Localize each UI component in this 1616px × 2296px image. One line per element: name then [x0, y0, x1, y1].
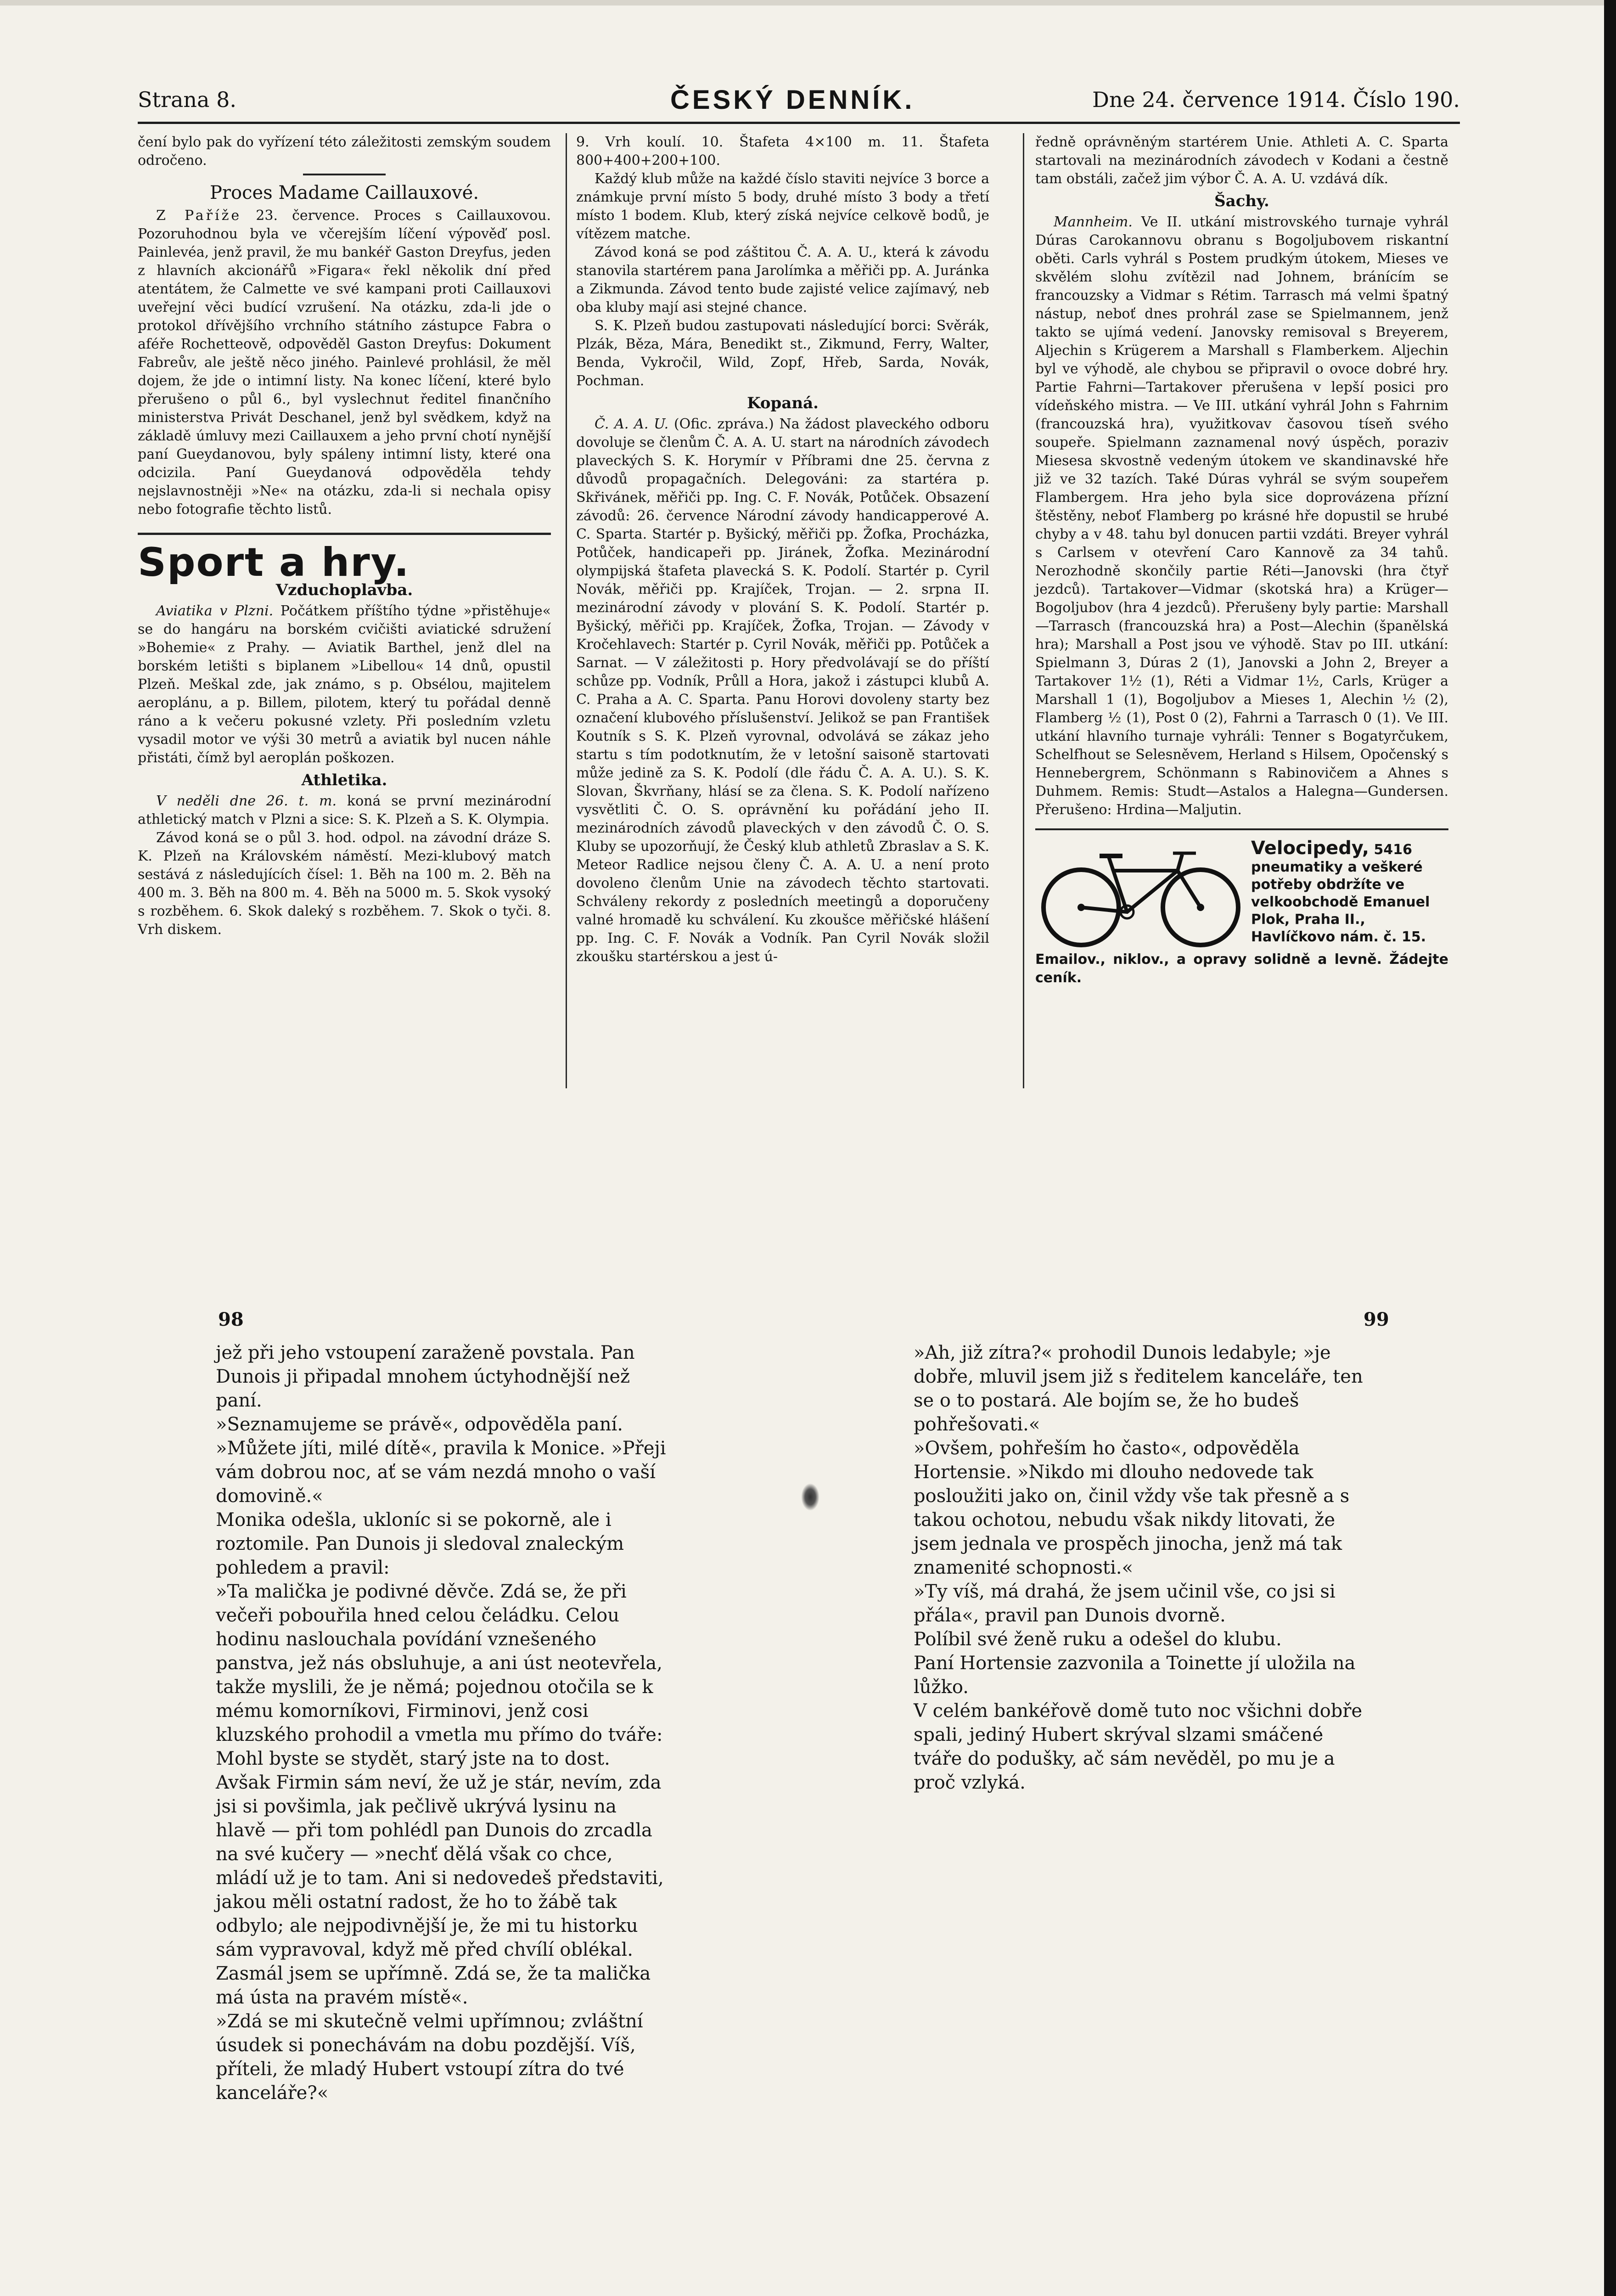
bleed-paragraph: V celém bankéřově domě tuto noc všichni dobře spali, jediný Hubert skrýval slzami smáčené tváře do podušky, ač sám nevěděl, po mu je a proč vzlyká. [914, 1700, 1363, 1793]
intro-paragraph: čení bylo pak do vyřízení této záležitosti zemským soudem odročeno. [138, 134, 551, 169]
bleed-paragraph: Paní Hortensie zazvonila a Toinette jí uložila na lůžko. [914, 1653, 1356, 1698]
aviation-title: Vzduchoplavba. [275, 581, 413, 599]
official-report [576, 415, 989, 966]
bleed-paragraph: Políbil své ženě ruku a odešel do klubu. [914, 1629, 1282, 1650]
bleed-paragraph: Monika odešla, ukloníc si se pokorně, ale i roztomile. Pan Dunois ji sledoval znaleckým pohledem a pravil: [216, 1509, 624, 1578]
column-divider [566, 133, 567, 1088]
chess-paragraph [1035, 213, 1448, 819]
athletics-title: Athletika. [301, 771, 387, 789]
aviation-text: Počátkem příštího týdne »přistěhuje« se do hangáru na borském cvičišti aviatické sdružení »Bohemie« z Prahy. — Aviatik Barthel, jenž dlel na borském letišti s biplanem »Libellou« 14 dnů, opustil Plzeň. Meškal zde, jak známo, s p. Obsélou, majitelem aeroplánu, a p. Billem, pilotem, který tu pořádal denně ráno a k večeru pokusné vzlety. Při posledním vzletu vysadil motor ve výši 30 metrů a aviatik byl nucen náhle přistáti, čímž byl aeroplán poškozen. [138, 603, 551, 766]
caillaux-lead: Z Paříže [156, 208, 242, 224]
ad-firm: Emanuel Plok, [1251, 894, 1430, 928]
bleed-paragraph: »Seznamujeme se právě«, odpověděla paní. »Můžete jíti, milé dítě«, pravila k Monice. »Přeji vám dobrou noc, ať se vám nezdá mnoho o vaší domovině.« [216, 1414, 666, 1507]
athletics-text: koná se první mezinárodní athletický match v Plzni a sice: S. K. Plzeň a S. K. Olympia. [138, 793, 551, 827]
advertisement-text [1251, 839, 1448, 946]
roster-paragraph: S. K. Plzeň budou zastupovati následující borci: Svěrák, Plzák, Běza, Mára, Benedikt st., Zikmund, Ferry, Walter, Benda, Vykročil, Wild, Zopf, Hřeb, Sarda, Novák, Pochman. [576, 318, 989, 389]
bleed-text-left [216, 1341, 670, 2105]
column-3 [1035, 133, 1448, 986]
bleed-paragraph: »Ovšem, pohřeším ho často«, odpověděla Hortensie. »Nikdo mi dlouho nedovede tak posloužiti jako on, činil vždy vše tak přesně a s takou ochotou, nebudu však nikdy litovati, že jsem jednala ve prospěch jinocha, jenž má tak znamenité schopnosti.« [914, 1438, 1350, 1578]
bleed-text-right [914, 1341, 1377, 1795]
bleed-page-number-left: 98 [218, 1309, 244, 1330]
caillaux-text: 23. července. Proces s Caillauxovou. Pozoruhodnou byla ve včerejším líčení výpověď posl. Painlevéa, jenž pravil, že mu bankéř Gaston Dreyfus, jeden z hlavních akcionářů »Figara« řekl několik dní před atentátem, že Calmette ve své kampani proti Caillauxovi uveřejní věci budící vzrušení. Na otázku, zda-li jde o protokol dřívějšího vrchního státního zástupce Fabra o aféře Rochetteově, odpověděl Gaston Dreyfus: Dokument Fabreův, ale ještě něco jiného. Painlevé prohlásil, že měl dojem, že jde o intimní listy. Na konec líčení, které bylo přerušeno o půl 6., byl vyslechnut ředitel finančního ministerstva Privát Deschanel, jenž byl svědkem, když na základě úmluvy mezi Caillauxem a jeho první chotí nynější paní Gueydanovou, byly spáleny intimní listy, které ona odcizila. Paní Gueydanová odpověděla tehdy nejslavnostněji »Ne« na otázku, zda-li si nechala opisy nebo fotografie těchto listů. [138, 208, 551, 518]
athletics-lead: V neděli dne 26. t. m. [156, 793, 337, 809]
ad-line-2: Praha II., Havlíčkovo nám. č. 15. [1251, 912, 1426, 945]
chess-lead: Mannheim. [1054, 214, 1133, 230]
sport-section-title: Sport a hry. [138, 540, 410, 585]
chess-text: Ve II. utkání mistrovského turnaje vyhrál Dúras Carokannovu obranu s Bogoljubovem riskantní oběti. Carls vyhrál s Postem prudkým útokem, Mieses ve skvělém slohu zvítězil nad Johnem, bránícím se francouzsky a Vidmar s Rétim. Tarrasch má velmi špatný nástup, neboť dnes prohrál zase se Spielmannem, jenž takto se ujímá vedení. Janovsky remisoval s Breyerem, Aljechin s Krügerem a Marshall s Flamberkem. Aljechin byl ve výhodě, ale chybou se připravil o ovoce dobré hry. Partie Fahrni—Tartakover přerušena v lepší posici pro vídeňského mistra. — Ve III. utkání vyhrál John s Fahrnim (francouzská hra), využitkovav časovou tíseň svého soupeře. Spielmann zaznamenal nový úspěch, poraziv Miesesa skvostně vedeným útokem ve skandinavské hře již ve 32 tazích. Také Dúras vyhrál se svým soupeřem Flambergem. Hra jeho byla sice doprovázena přízní štěstěny, neboť Flamberg po krásné hře dopustil se hrubé chyby a v 48. tahu byl donucen partii vzdáti. Breyer vyhrál s Carlsem v otevření Caro Kannově za 34 tahů. Nerozhodně skončily partie Réti—Janovski (hra čtyř jezdců). Tartakover—Vidmar (skotská hra) a Krüger—Bogoljubov (hra 4 jezdců). Přerušeny byly partie: Marshall—Tarrasch (francouzská hra) a Post—Alechin (španělská hra); Marshall a Post jsou ve výhodě. Stav po III. utkání: Spielmann 3, Dúras 2 (1), Janovski a John 2, Breyer a Tartakover 1½ (1), Réti a Vidmar 1½, Carls, Krüger a Marshall 1 (1), Bogoljubov a Mieses 1, Alechin ½ (2), Flamberg ½ (1), Post 0 (2), Fahrni a Tarrasch 0 (1). Ve III. utkání hlavního turnaje vyhráli: Tenner s Bogatyrčukem, Schelfhout se Selesněvem, Herland s Hilsem, Opočenský s Hennebergrem, Schönmann s Rabinovičem a Ahnes s Duhmem. Remis: Studt—Astalos a Halegna—Gundersen. Přerušeno: Hrdina—Maljutin. [1035, 214, 1448, 818]
column-2 [576, 133, 989, 966]
bleed-page-number-right: 99 [1364, 1309, 1389, 1330]
section-rule [138, 533, 551, 535]
patronage-paragraph: Závod koná se pod záštitou Č. A. A. U., která k závodu stanovila startérem pana Jarolímka a měřiči pp. A. Juránka a Zikmunda. Závod tento bude zajisté velice zajímavý, neb oba kluby mají asi stejné chance. [576, 244, 989, 315]
athletics-end-paragraph: ředně oprávněným startérem Unie. Athleti A. C. Sparta startovali na mezinárodních závodech v Kodani a čestně tam obstáli, začež jim výbor Č. A. A. U. vzdává dík. [1035, 134, 1448, 187]
bicycle-advertisement [1035, 828, 1448, 986]
bleed-paragraph: »Ah, již zítra?« prohodil Dunois ledabyle; »je dobře, mluvil jsem již s ředitelem kanceláře, ten se o to postará. Ale bojím se, že ho budeš pohřešovati.« [914, 1342, 1363, 1435]
aviation-paragraph [138, 602, 551, 767]
divider [303, 174, 386, 175]
page-header [138, 87, 1460, 119]
date-issue: Dne 24. července 1914. Číslo 190. [1092, 87, 1460, 112]
scoring-paragraph: Každý klub může na každé číslo staviti nejvíce 3 borce a známkuje první místo 5 body, druhé místo 3 body a třetí místo 1 bodem. Klub, který získá nejvíce celkově bodů, je vítězem matche. [576, 171, 989, 242]
page-number: Strana 8. [138, 87, 236, 112]
athletics-continued: 9. Vrh koulí. 10. Štafeta 4×100 m. 11. Štafeta 800+400+200+100. [576, 134, 989, 169]
ad-number: 5416 [1374, 842, 1413, 858]
caillaux-paragraph [138, 207, 551, 519]
header-rule [138, 122, 1460, 124]
bicycle-illustration [1035, 843, 1246, 949]
athletics-paragraph-2: Závod koná se o půl 3. hod. odpol. na závodní dráze S. K. Plzeň na Královském náměstí. Mezi-klubový match sestává z následujících čísel: 1. Běh na 100 m. 2. Běh na 400 m. 3. Běh na 800 m. 4. Běh na 5000 m. 5. Skok vysoký s rozběhem. 6. Skok daleký s rozběhem. 7. Skok o tyči. 8. Vrh diskem. [138, 830, 551, 938]
scan-edge-right [1604, 0, 1616, 2296]
ad-line-1: pneumatiky a veškeré potřeby obdržíte ve velkoobchodě [1251, 859, 1423, 910]
ad-headline: Velocipedy, [1251, 838, 1369, 859]
official-report-lead: Č. A. A. U. [595, 416, 669, 432]
aviation-lead: Aviatika v Plzni. [156, 603, 274, 619]
ad-footer: Emailov., niklov., a opravy solidně a levně. Žádejte ceník. [1035, 951, 1448, 986]
column-divider [1023, 133, 1024, 1088]
bleed-paragraph: »Zdá se mi skutečně velmi upřímnou; zvláštní úsudek si ponechávám na dobu pozdější. Víš, příteli, že mladý Hubert vstoupí zítra do tvé kanceláře?« [216, 2011, 643, 2104]
ink-blot [801, 1483, 819, 1511]
scan-edge-top [0, 0, 1616, 6]
bleed-paragraph: jež při jeho vstoupení zaraženě povstala. Pan Dunois ji připadal mnohem úctyhodnější než paní. [216, 1342, 635, 1411]
athletics-paragraph [138, 792, 551, 829]
column-1 [138, 133, 551, 939]
masthead: ČESKÝ DENNÍK. [670, 85, 915, 115]
official-report-text: (Ofic. zpráva.) Na žádost plaveckého odboru dovoluje se členům Č. A. A. U. start na národních závodech plaveckých S. K. Horymír v Příbrami dne 25. června z důvodů propagačních. Delegováni: za startéra p. Skřivánek, měřiči pp. Ing. C. F. Novák, Potůček. Obsazení závodů: 26. července Národní závody handicapperové A. C. Sparta. Startér p. Byšický, měřiči pp. Žofka, Procházka, Potůček, handicapeři pp. Jiránek, Žofka. Mezinárodní olympijská štafeta plavecká S. K. Podolí. Startér p. Cyril Novák, měřiči pp. Krajíček, Trojan. — 2. srpna II. mezinárodní závody v plování S. K. Podolí. Startér p. Byšický, měřiči pp. Krajíček, Žofka, Trojan. — Závody v Kročehlavech: Startér p. Cyril Novák, měřiči pp. Potůček a Sarnat. — V záležitosti p. Hory předvolávají se do příští schůze pp. Vodník, Průll a Hora, jakož i zástupci klubů A. C. Praha a A. C. Sparta. Panu Horovi dovoleny starty bez označení klubového příslušenství. Jelikož se pan František Koutník s S. K. Plzeň vyrovnal, odvolává se zákaz jeho startu s tím podotknutím, že v letošní saisoně startovati může jedině za S. K. Podolí (dle řádu Č. A. A. U.). S. K. Slovan, Škvrňany, hlásí se za člena. S. K. Podolí nařízeno vysvětliti Č. O. S. oprávnění ku pořádání jeho II. mezinárodních závodů plaveckých v den závodů Č. O. S. Kluby se upozorňují, že Český klub athletů Zbraslav a S. K. Meteor Radlice nejsou členy Č. A. A. U. a není proto dovoleno členům Unie na závodech těchto startovati. Schváleny rekordy z posledních meetingů a doporučeny valné hromadě ku schválení. Ku zkoušce měřičské hlášení pp. Ing. C. F. Novák a Vodník. Pan Cyril Novák složil zkoušku startérskou a jest ú- [576, 416, 990, 965]
bleed-paragraph: »Ta malička je podivné děvče. Zdá se, že při večeři pobouřila hned celou čeládku. Celou hodinu naslouchala povídání vznešeného panstva, jež nás obsluhuje, a ani úst neotevřela, takže myslili, že je němá; pojednou otočila se k mému komorníkovi, Firminovi, jenž cosi kluzského prohodil a vmetla mu přímo do tváře: Mohl byste se stydět, starý jste na to dost. Avšak Firmin sám neví, že už je stár, nevím, zda jsi si povšimla, jak pečlivě ukrývá lysinu na hlavě — při tom pohlédl pan Dunois do zrcadla na své kučery — »nechť dělá však co chce, mládí už je to tam. Ani si nedovedeš představiti, jakou měli ostatní radost, že ho to žábě tak odbylo; ale nejpodivnější je, že mi tu historku sám vypravoval, když mě před chvílí oblékal. Zasmál jsem se upřímně. Zdá se, že ta malička má ústa na pravém místě«. [216, 1581, 664, 2008]
chess-title: Šachy. [1214, 192, 1269, 210]
football-title: Kopaná. [747, 394, 819, 412]
caillaux-title: Proces Madame Caillauxové. [209, 182, 479, 203]
bleed-paragraph: »Ty víš, má drahá, že jsem učinil vše, co jsi si přála«, pravil pan Dunois dvorně. [914, 1581, 1335, 1626]
